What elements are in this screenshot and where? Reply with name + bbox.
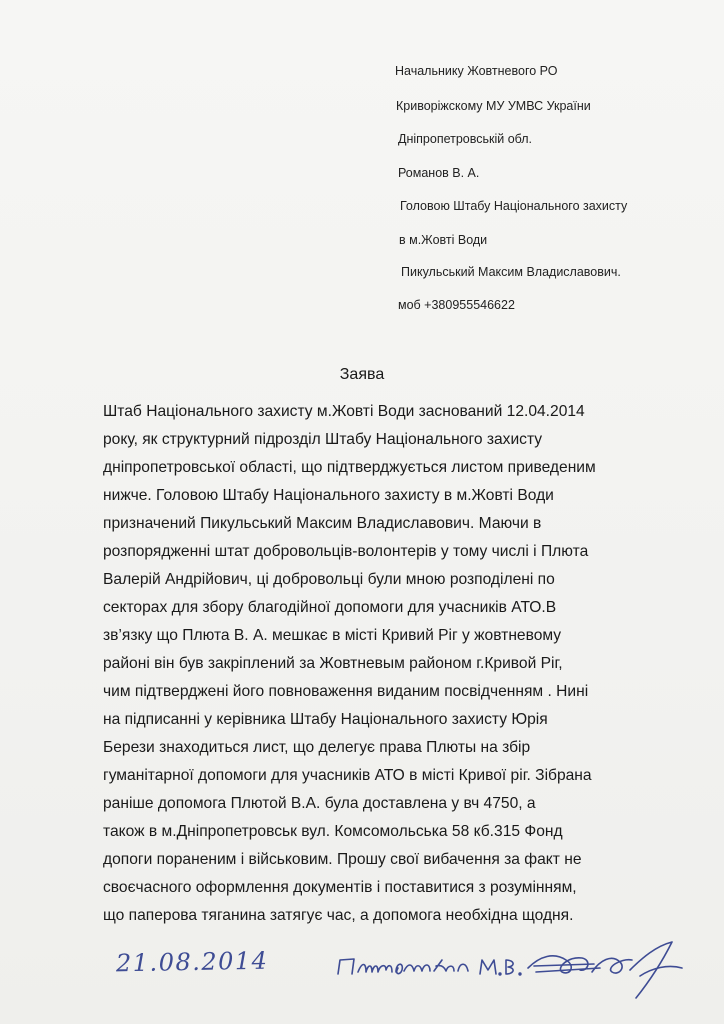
body-line: раніше допомога Плютой В.А. була доставлена у вч 4750, а [103,795,536,812]
addressee-line: Криворіжскому МУ УМВС України [396,99,591,113]
handwritten-date: 21.08.2014 [115,946,269,978]
body-line: розпорядженні штат добровольців-волонтерів у тому числі і Плюта [103,543,589,560]
body-line: гуманітарної допомоги для учасників АТО в місті Кривої ріг. Зібрана [103,767,592,784]
body-line: Валерій Андрійович, ці добровольці були мною розподілені по [103,571,555,588]
addressee-line: Дніпропетровській обл. [398,132,533,146]
addressee-phone: моб +380955546622 [398,298,515,312]
addressee-line: Романов В. А. [398,166,480,180]
body-line: що паперова тяганина затягує час, а допомога необхідна щодня. [103,907,574,924]
addressee-line: Головою Штабу Національного захисту [400,199,628,213]
body-line: Берези знаходиться лист, що делегує права Плюты на збір [103,739,531,756]
body-line: призначений Пикульський Максим Владиславович. Маючи в [103,515,542,532]
addressee-line: в м.Жовті Води [399,233,488,247]
body-line: нижче. Головою Штабу Національного захисту в м.Жовті Води [103,487,554,504]
body-line: районі він був закріплений за Жовтневым районом г.Кривой Ріг, [103,655,563,672]
handwritten-signature [330,938,710,1008]
body-line: дніпропетровської області, що підтверджується листом приведеним [103,459,596,476]
body-line: чим підтверджені його повноваження виданим посвідченням . Нині [103,683,589,700]
addressee-line: Начальнику Жовтневого РО [395,64,558,78]
body-line: року, як структурний підрозділ Штабу Національного захисту [103,431,543,448]
body-line: своєчасного оформлення документів і поставитися з розумінням, [103,879,577,896]
body-line: Штаб Національного захисту м.Жовті Води заснований 12.04.2014 [103,403,585,420]
document-title: Заява [339,366,385,383]
body-line: допоги пораненим і військовим. Прошу свої вибачення за факт не [103,851,582,868]
addressee-line: Пикульський Максим Владиславович. [401,265,621,279]
body-line: зв’язку що Плюта В. А. мешкає в місті Кривий Ріг у жовтневому [103,627,562,644]
body-line: також в м.Дніпропетровськ вул. Комсомольська 58 кб.315 Фонд [103,823,563,840]
body-line: секторах для збору благодійної допомоги для учасників АТО.В [103,599,557,616]
body-line: на підписанні у керівника Штабу Національного захисту Юрія [103,711,548,728]
